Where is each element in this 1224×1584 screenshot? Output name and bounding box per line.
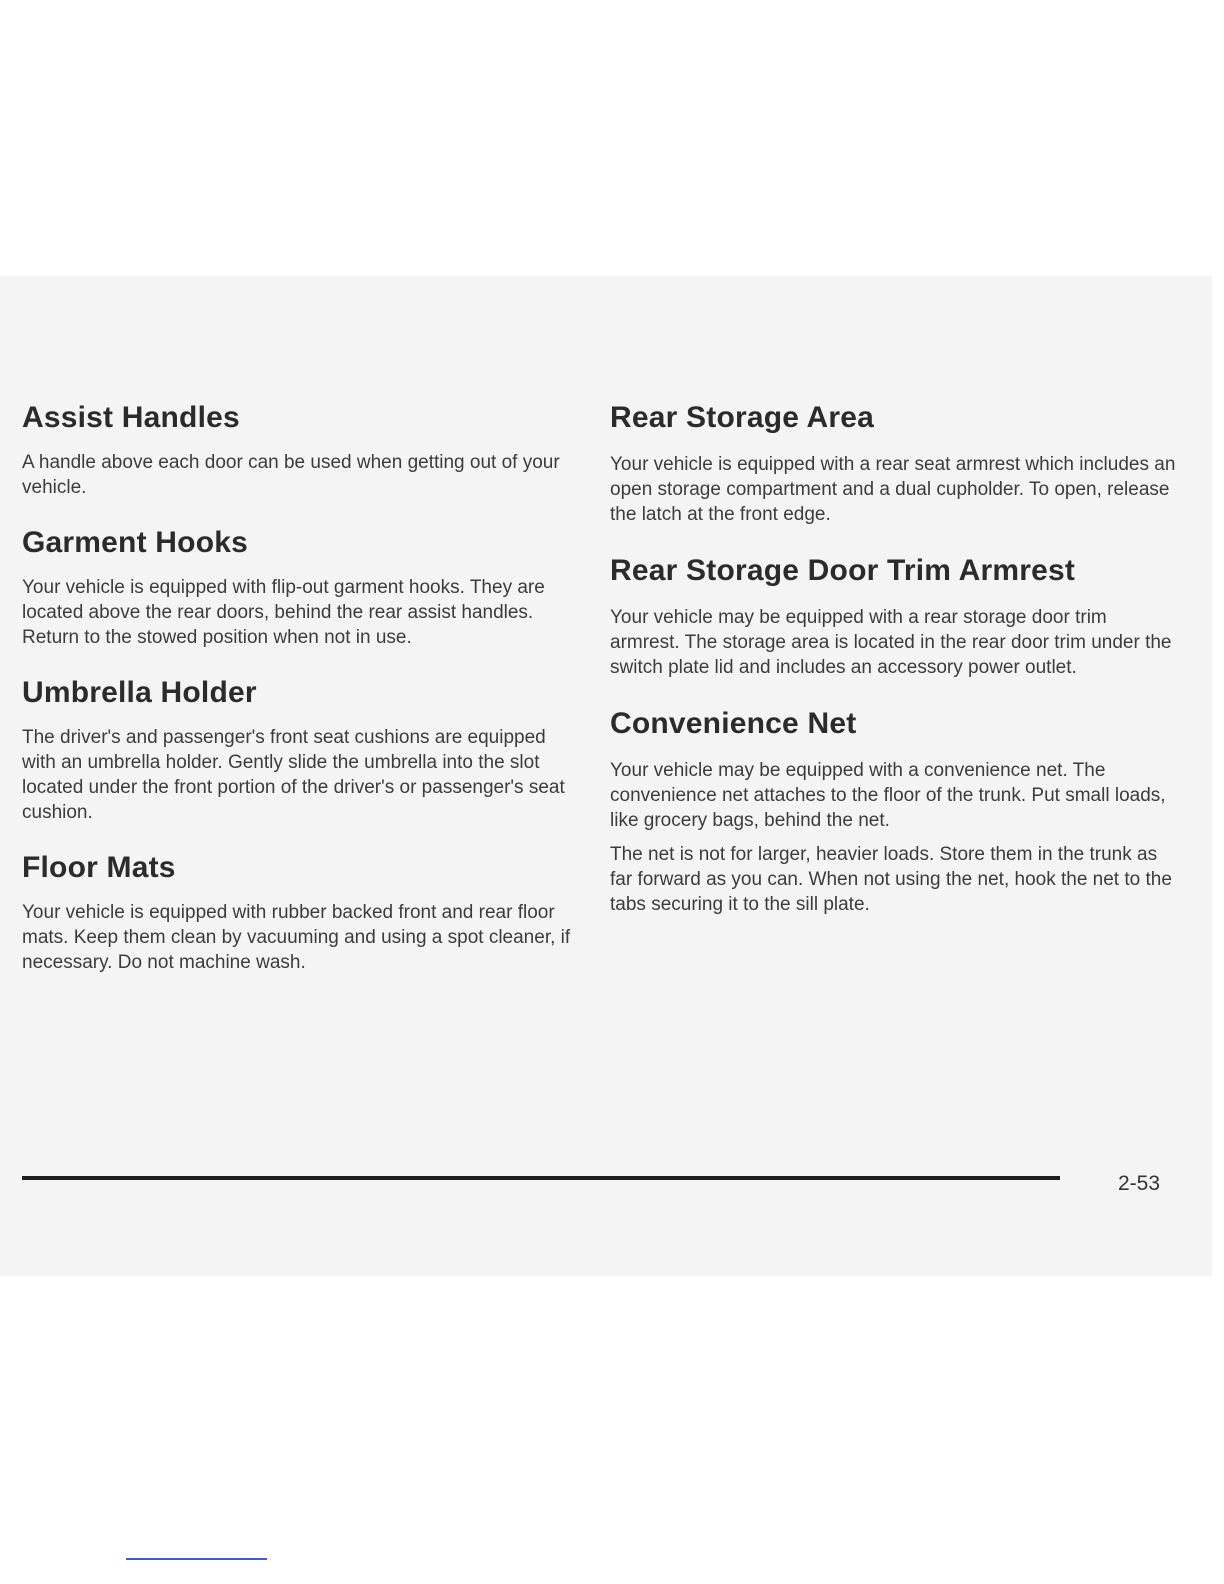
section-assist-handles	[22, 400, 582, 500]
heading-assist-handles: Assist Handles	[22, 401, 240, 434]
paragraph-garment-hooks: Your vehicle is equipped with flip-out garment hooks. They are located above the rear doors, behind the rear assist handles. Return to the stowed position when not in use.	[22, 577, 545, 648]
paragraph-rear-storage-area: Your vehicle is equipped with a rear seat armrest which includes an open storage compartment and a dual cupholder. To open, release the latch at the front edge.	[610, 454, 1176, 525]
footer-rule	[22, 1176, 1060, 1180]
heading-rear-storage-door-trim-armrest: Rear Storage Door Trim Armrest	[610, 554, 1076, 587]
heading-garment-hooks: Garment Hooks	[22, 526, 248, 559]
paragraph-umbrella-holder: The driver's and passenger's front seat cushions are equipped with an umbrella holder. Gently slide the umbrella into the slot located under the front portion of the driver's or passenger's seat cushion.	[22, 727, 565, 823]
left-column	[22, 400, 582, 1000]
paragraph-convenience-net-2: The net is not for larger, heavier loads. Store them in the trunk as far forward as you can. When not using the net, hook the net to the tabs securing it to the sill plate.	[610, 844, 1172, 915]
paragraph-assist-handles: A handle above each door can be used when getting out of your vehicle.	[22, 452, 560, 498]
section-convenience-net	[610, 706, 1180, 917]
heading-rear-storage-area: Rear Storage Area	[610, 401, 875, 434]
heading-umbrella-holder: Umbrella Holder	[22, 676, 257, 709]
heading-floor-mats: Floor Mats	[22, 851, 176, 884]
section-garment-hooks	[22, 525, 582, 650]
section-rear-storage-door-trim-armrest	[610, 553, 1180, 680]
section-umbrella-holder	[22, 675, 582, 825]
right-column	[610, 400, 1180, 943]
page-number: 2-53	[1118, 1172, 1161, 1195]
link-underline[interactable]	[126, 1558, 267, 1560]
paragraph-convenience-net-1: Your vehicle may be equipped with a convenience net. The convenience net attaches to the floor of the trunk. Put small loads, like grocery bags, behind the net.	[610, 760, 1166, 831]
heading-convenience-net: Convenience Net	[610, 707, 857, 740]
paragraph-floor-mats: Your vehicle is equipped with rubber backed front and rear floor mats. Keep them clean by vacuuming and using a spot cleaner, if necessary. Do not machine wash.	[22, 902, 571, 973]
section-floor-mats	[22, 850, 582, 975]
manual-page	[0, 276, 1212, 1276]
section-rear-storage-area	[610, 400, 1180, 527]
paragraph-rear-storage-door-trim-armrest: Your vehicle may be equipped with a rear storage door trim armrest. The storage area is located in the rear door trim under the switch plate lid and includes an accessory power outlet.	[610, 607, 1172, 678]
